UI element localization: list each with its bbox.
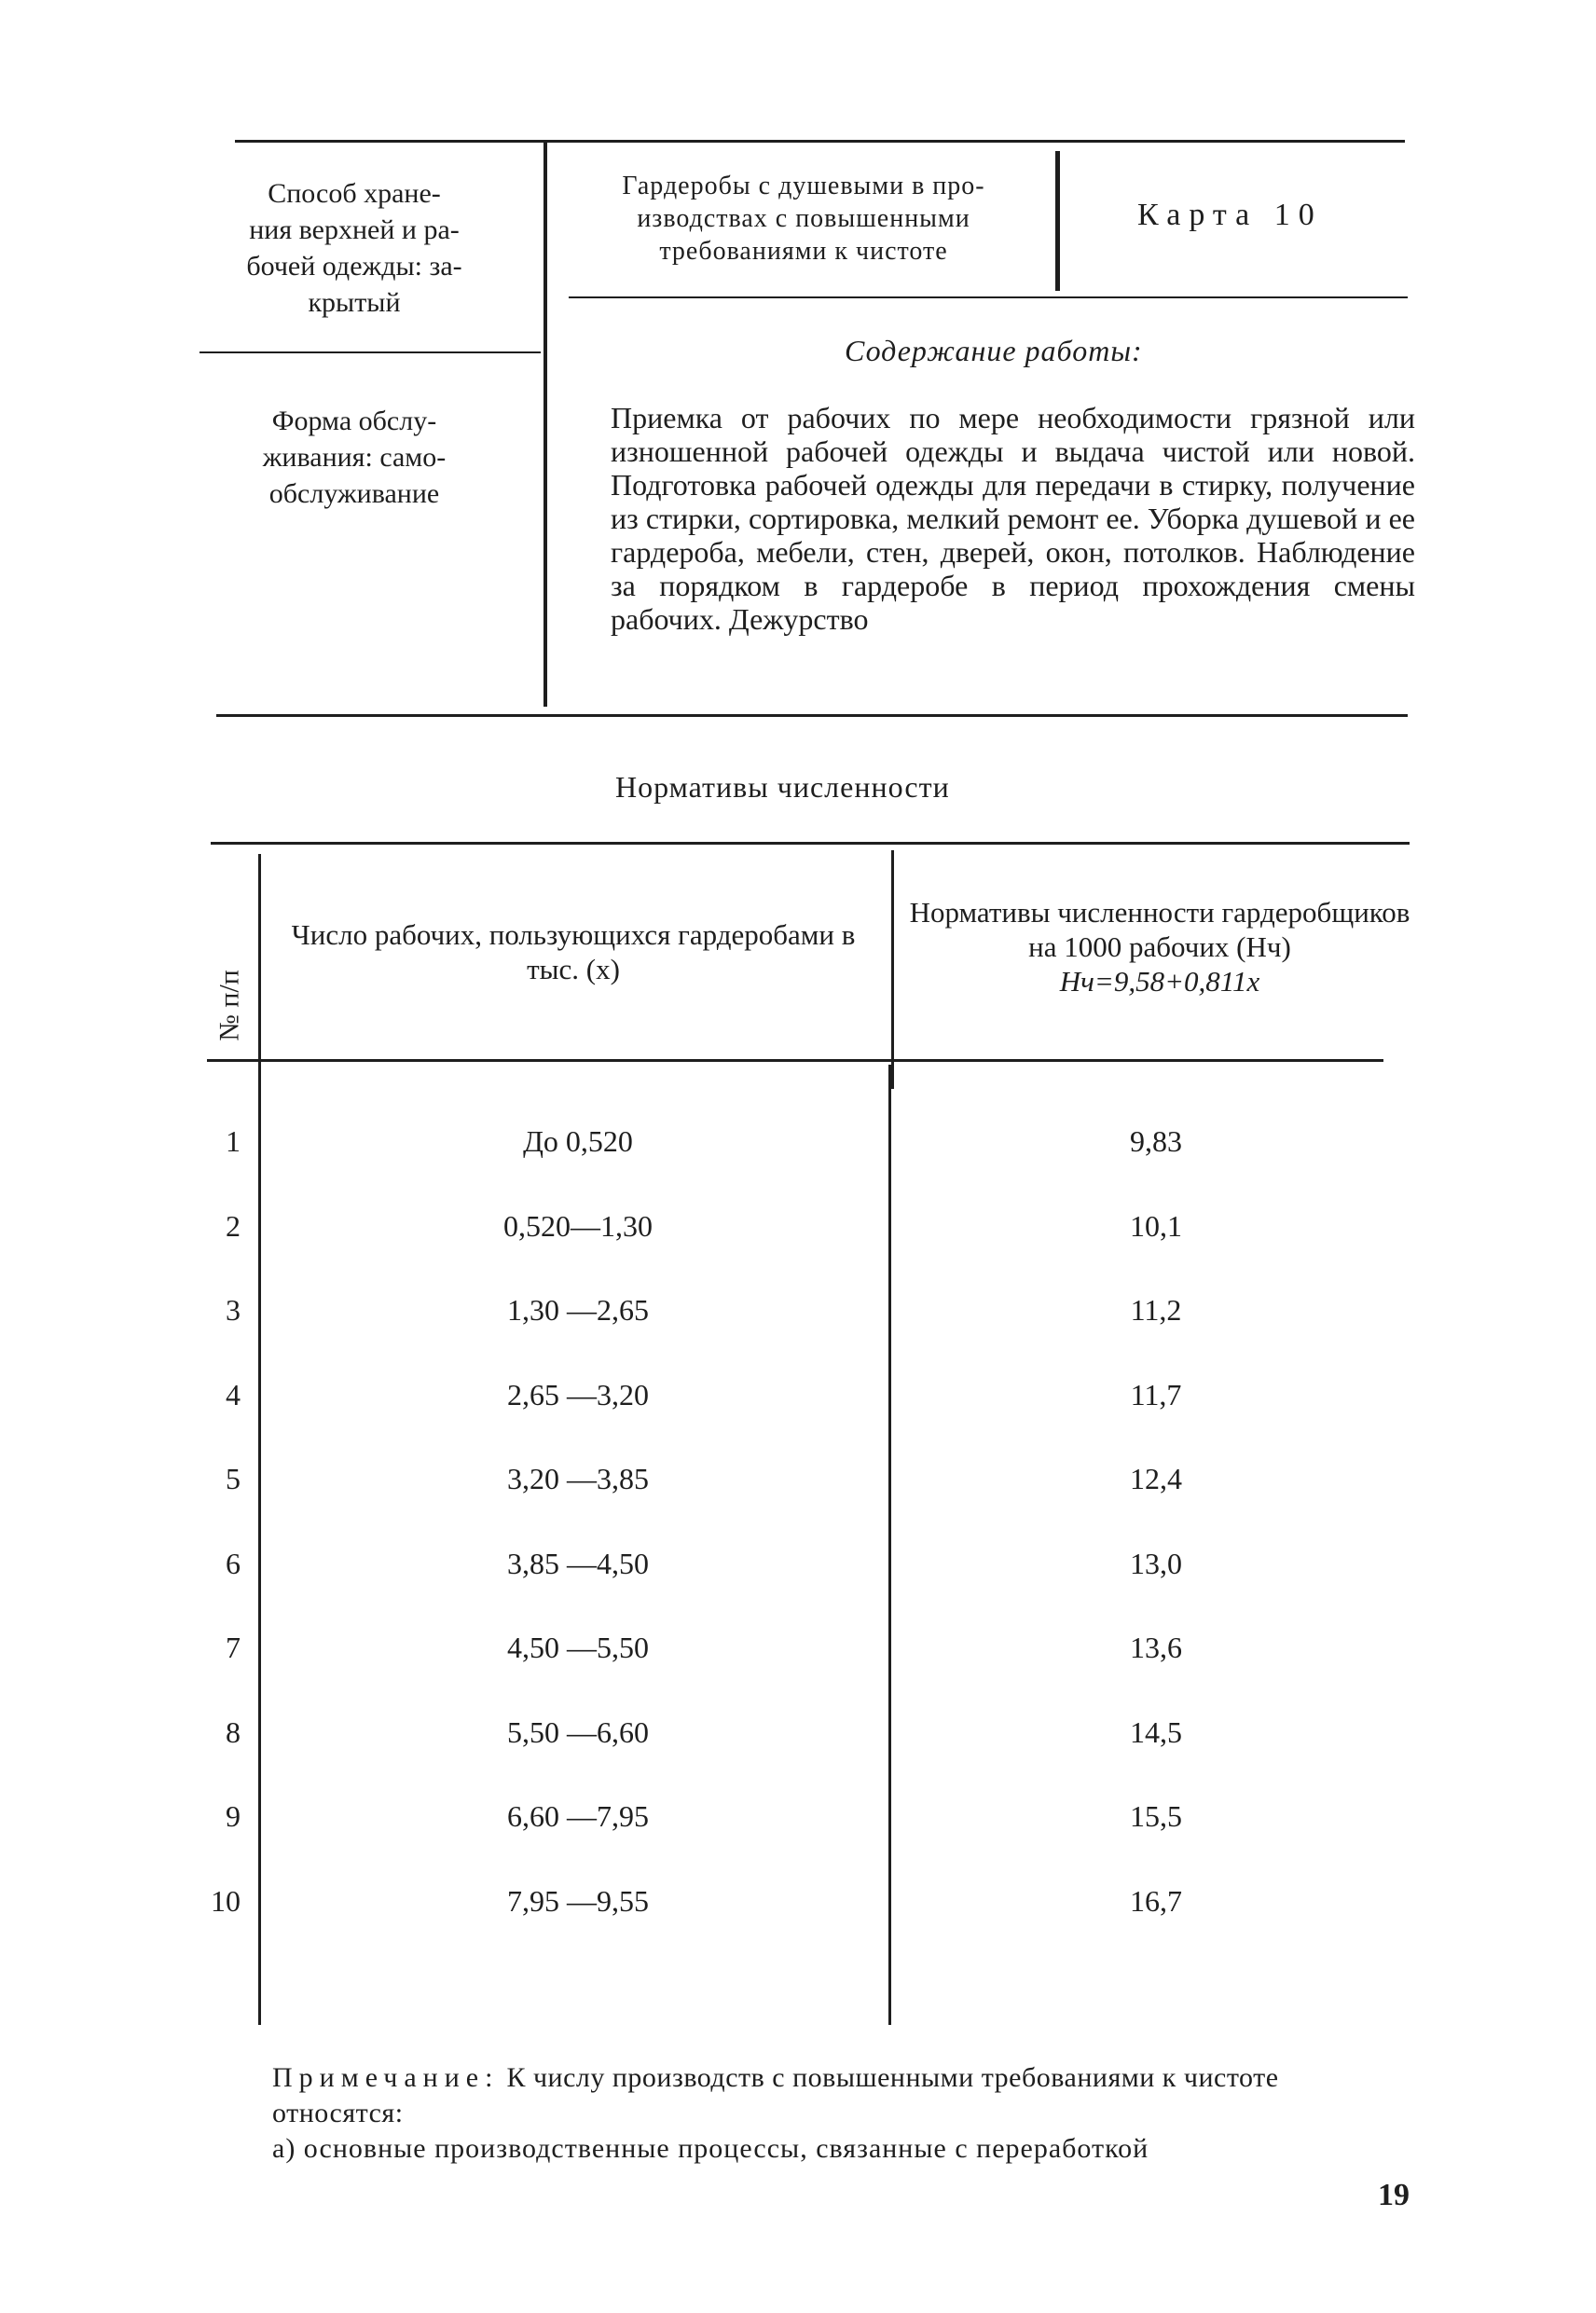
row-workers: 1,30 —2,65 <box>507 1293 649 1327</box>
row-number: 3 <box>226 1293 241 1327</box>
header-vertical-rule <box>543 143 547 707</box>
norm-formula: Hч=9,58+0,811x <box>1059 965 1260 998</box>
card-label: Карта 10 <box>1137 198 1323 232</box>
column-header-norm <box>901 895 1419 998</box>
row-workers: 5,50 —6,60 <box>507 1715 649 1749</box>
header-mid-rule <box>569 296 1408 298</box>
row-workers: 0,520—1,30 <box>503 1209 653 1243</box>
row-norm: 12,4 <box>1130 1462 1182 1495</box>
card-vertical-rule <box>1055 151 1060 291</box>
row-number: 2 <box>226 1209 241 1243</box>
column-header-workers: Число рабочих, пользующихся гардеробами в тыс. (x) <box>291 918 856 985</box>
note-label: Примечание: <box>272 2062 500 2093</box>
row-norm: 11,7 <box>1130 1378 1182 1411</box>
row-norm: 9,83 <box>1130 1124 1182 1158</box>
note-text: К числу производств с повышенными требованиями к чистоте относятся: <box>272 2062 1279 2128</box>
page-number: 19 <box>1378 2178 1410 2212</box>
table-vline-1 <box>258 854 261 1087</box>
left-column-divider <box>200 351 541 353</box>
row-workers: До 0,520 <box>523 1124 633 1158</box>
row-number: 10 <box>211 1884 241 1918</box>
row-workers: 3,20 —3,85 <box>507 1462 649 1495</box>
table-body-vline-2 <box>888 1065 891 2025</box>
table-vline-2 <box>891 850 894 1089</box>
content-heading: Содержание работы: <box>845 334 1143 367</box>
column-header-number: № п/п <box>213 970 245 1041</box>
note-line-1 <box>272 2060 1414 2131</box>
table-header-rule <box>207 1059 1383 1062</box>
header-top-rule <box>235 140 1405 143</box>
row-workers: 4,50 —5,50 <box>507 1631 649 1664</box>
table-top-rule <box>211 842 1410 845</box>
service-form-text: Форма обслу- живания: само- обслуживание <box>262 406 447 509</box>
row-norm: 14,5 <box>1130 1715 1182 1749</box>
row-workers: 3,85 —4,50 <box>507 1547 649 1580</box>
row-norm: 10,1 <box>1130 1209 1182 1243</box>
content-text: Приемка от рабочих по мере необходимости грязной или изношенной рабочей одежды и выдача чистой или новой. Подготовка рабочей одежды для передачи в стирку, получение из стирки, сортировка, мелкий ремонт ее. Уборка душевой и ее гардероба, мебели, стен, дверей, окон, потолков. Наблюдение за порядком в гардеробе в период прохождения смены рабочих. Дежурство <box>611 401 1415 636</box>
row-number: 7 <box>226 1631 241 1664</box>
row-workers: 6,60 —7,95 <box>507 1799 649 1833</box>
row-number: 6 <box>226 1547 241 1580</box>
row-norm: 13,6 <box>1130 1631 1182 1664</box>
row-number: 4 <box>226 1378 241 1411</box>
row-workers: 7,95 —9,55 <box>507 1884 649 1918</box>
row-number: 8 <box>226 1715 241 1749</box>
row-number: 1 <box>226 1124 241 1158</box>
storage-method-text: Способ хране- ния верхней и ра- бочей одежды: за- крытый <box>246 178 462 318</box>
row-norm: 15,5 <box>1130 1799 1182 1833</box>
table-title: Нормативы численности <box>615 770 950 804</box>
row-number: 5 <box>226 1462 241 1495</box>
table-body-vline-1 <box>258 1065 261 2025</box>
row-workers: 2,65 —3,20 <box>507 1378 649 1411</box>
row-norm: 13,0 <box>1130 1547 1182 1580</box>
note-line-2: а) основные производственные процессы, связанные с переработкой <box>272 2133 1149 2164</box>
norm-header-text: Нормативы численности гардеробщиков на 1000 рабочих (Hч) <box>909 896 1410 963</box>
header-bottom-rule <box>216 714 1408 717</box>
row-norm: 11,2 <box>1130 1293 1182 1327</box>
wardrobe-title: Гардеробы с душевыми в про- изводствах с повышенными требованиями к чистоте <box>622 172 985 266</box>
row-number: 9 <box>226 1799 241 1833</box>
row-norm: 16,7 <box>1130 1884 1182 1918</box>
